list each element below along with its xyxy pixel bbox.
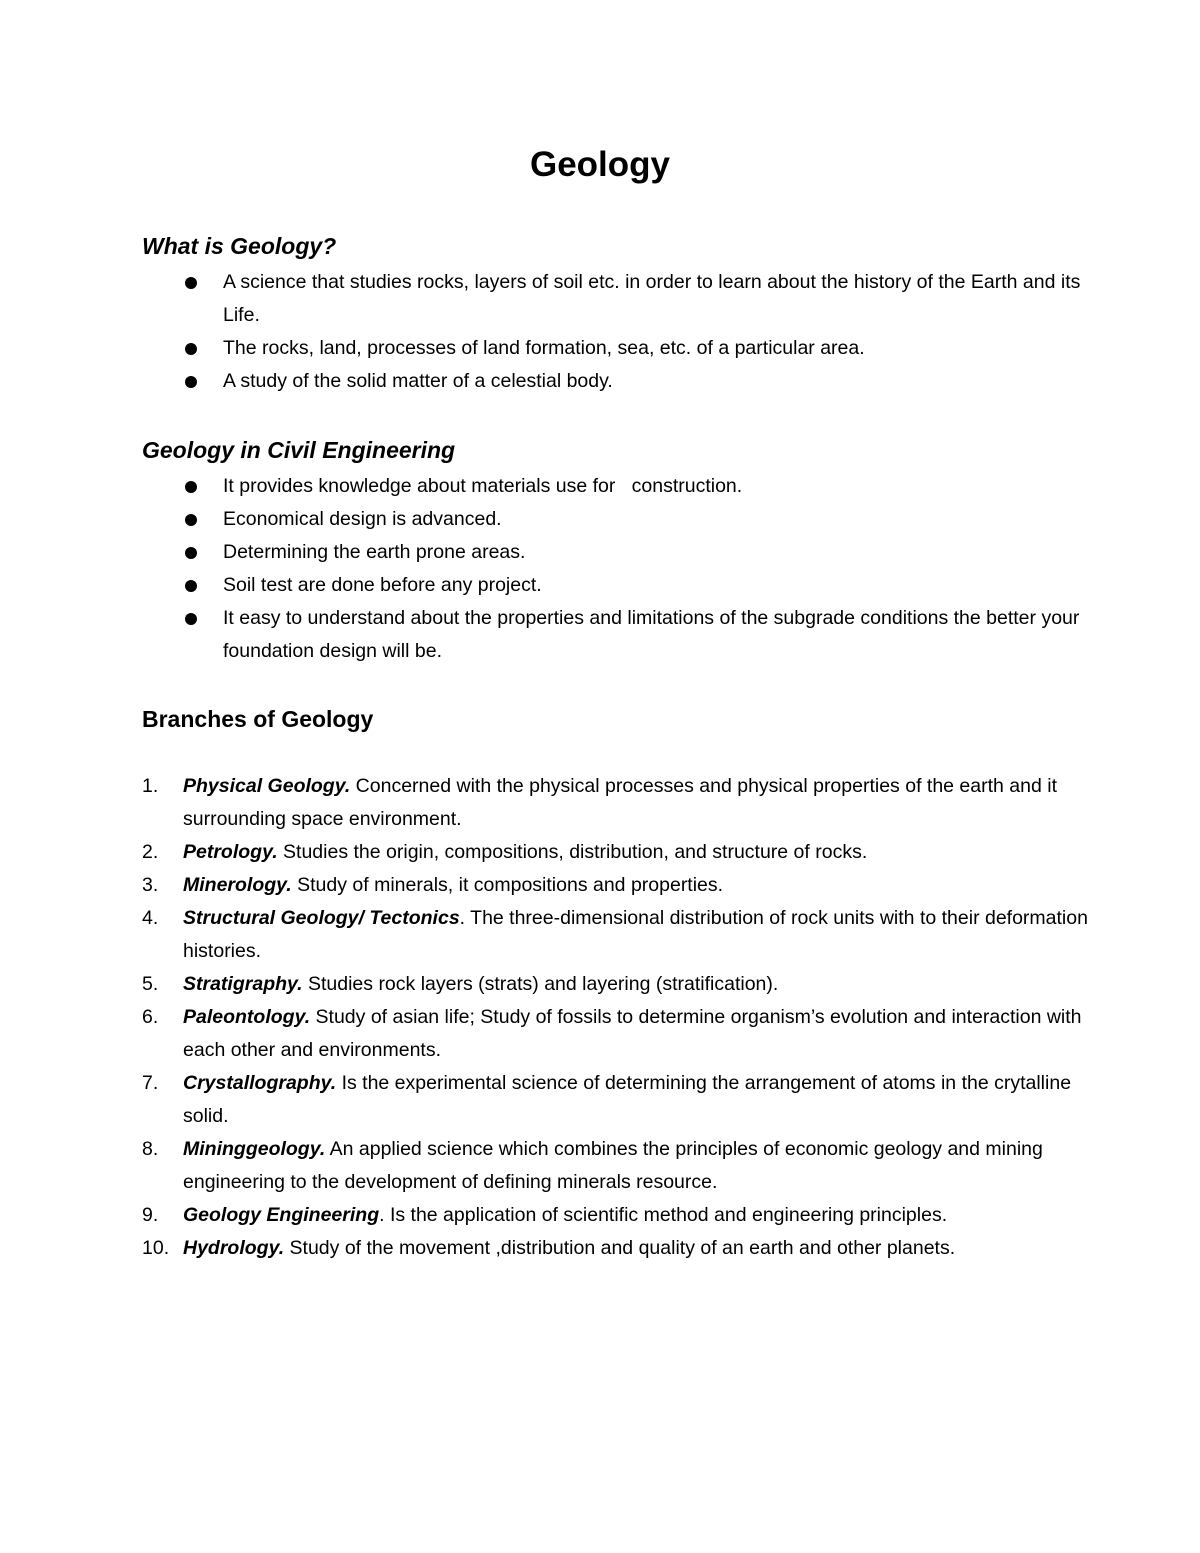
bullet-icon <box>185 514 197 526</box>
bullet-icon <box>185 376 197 388</box>
list-item <box>142 1133 1102 1199</box>
list-item-text: Concerned with the physical processes and physical properties of the earth and it surrounding space environment. <box>183 775 1057 830</box>
list-item <box>142 1199 1102 1232</box>
section-heading-what-is-geology: What is Geology? <box>142 233 337 259</box>
list-item-number: 1. <box>142 775 159 797</box>
bullet-list-civil-engineering <box>142 470 1102 668</box>
section-branches-of-geology <box>142 701 1102 1265</box>
list-item-term: Mininggeology. <box>183 1138 326 1160</box>
list-item-text: Study of asian life; Study of fossils to determine organism’s evolution and interaction with each other and environments. <box>183 1006 1082 1061</box>
list-item-text: Study of the movement ,distribution and quality of an earth and other planets. <box>284 1237 956 1259</box>
bullet-icon <box>185 277 197 289</box>
section-heading-civil-engineering: Geology in Civil Engineering <box>142 437 456 463</box>
list-item-term: Paleontology. <box>183 1006 311 1028</box>
bullet-icon <box>185 580 197 592</box>
list-item-text: A science that studies rocks, layers of soil etc. in order to learn about the history of the Earth and its Life. <box>223 271 1081 326</box>
list-item <box>142 536 1102 569</box>
list-item <box>142 266 1102 332</box>
list-item-term: Hydrology. <box>183 1237 285 1259</box>
bullet-icon <box>185 547 197 559</box>
list-item-number: 3. <box>142 874 159 896</box>
list-item <box>142 902 1102 968</box>
list-item <box>142 836 1102 869</box>
list-item <box>142 1232 1102 1265</box>
list-item-text: The rocks, land, processes of land formation, sea, etc. of a particular area. <box>223 337 865 359</box>
list-item-term: Petrology. <box>183 841 278 863</box>
bullet-icon <box>185 343 197 355</box>
list-item <box>142 770 1102 836</box>
list-item <box>142 602 1102 668</box>
page-title: Geology <box>529 145 671 184</box>
list-item-term: Geology Engineering <box>183 1204 380 1226</box>
list-item-text: An applied science which combines the principles of economic geology and mining engineering to the development of defining minerals resource. <box>183 1138 1043 1193</box>
list-item-term: Stratigraphy. <box>183 973 303 995</box>
list-item-term: Structural Geology/ Tectonics <box>183 907 460 929</box>
list-item-text: Studies the origin, compositions, distribution, and structure of rocks. <box>277 841 868 863</box>
list-item <box>142 470 1102 503</box>
list-item-number: 8. <box>142 1138 159 1160</box>
list-item-term: Physical Geology. <box>183 775 351 797</box>
list-item-number: 5. <box>142 973 159 995</box>
section-geology-in-civil-engineering <box>142 432 1102 668</box>
list-item-number: 2. <box>142 841 159 863</box>
list-item <box>142 869 1102 902</box>
bullet-icon <box>185 613 197 625</box>
section-what-is-geology <box>142 228 1102 398</box>
list-item <box>142 569 1102 602</box>
list-item-text: . Is the application of scientific method and engineering principles. <box>379 1204 948 1226</box>
list-item-number: 10. <box>142 1237 170 1259</box>
list-item-text: Economical design is advanced. <box>223 508 502 530</box>
list-item-text: Study of minerals, it compositions and properties. <box>291 874 724 896</box>
bullet-icon <box>185 481 197 493</box>
list-item-text: Determining the earth prone areas. <box>223 541 526 563</box>
list-item <box>142 1067 1102 1133</box>
list-item <box>142 1001 1102 1067</box>
list-item <box>142 503 1102 536</box>
list-item-text: Soil test are done before any project. <box>223 574 542 596</box>
section-heading-branches: Branches of Geology <box>142 706 374 732</box>
list-item-number: 9. <box>142 1204 159 1226</box>
list-item <box>142 968 1102 1001</box>
list-item <box>142 332 1102 365</box>
list-item-number: 7. <box>142 1072 159 1094</box>
list-item-text: . The three-dimensional distribution of rock units with to their deformation histories. <box>183 907 1088 962</box>
numbered-list-branches <box>142 770 1102 1265</box>
list-item-term: Crystallography. <box>183 1072 337 1094</box>
bullet-list-what-is-geology <box>142 266 1102 398</box>
list-item-number: 6. <box>142 1006 159 1028</box>
list-item-number: 4. <box>142 907 159 929</box>
list-item <box>142 365 1102 398</box>
list-item-term: Minerology. <box>183 874 292 896</box>
list-item-text: Is the experimental science of determining the arrangement of atoms in the crytalline solid. <box>183 1072 1072 1127</box>
list-item-text: Studies rock layers (strats) and layering (stratification). <box>302 973 779 995</box>
list-item-text: It provides knowledge about materials use for construction. <box>223 475 743 497</box>
list-item-text: It easy to understand about the properties and limitations of the subgrade conditions the better your foundation design will be. <box>223 607 1080 662</box>
list-item-text: A study of the solid matter of a celestial body. <box>223 370 613 392</box>
